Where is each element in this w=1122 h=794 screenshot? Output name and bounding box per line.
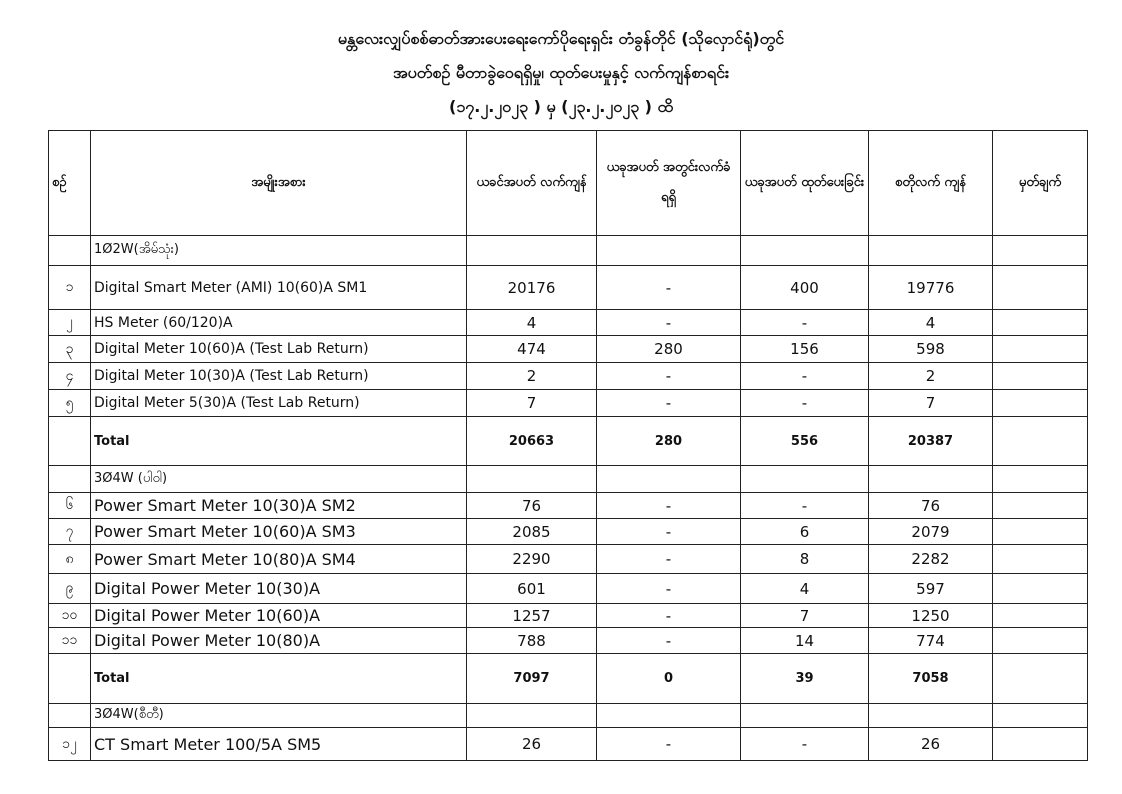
row-prev: 2290 <box>467 545 597 574</box>
row-remark <box>993 628 1088 654</box>
row-desc: Power Smart Meter 10(30)A SM2 <box>91 493 467 519</box>
row-issued: - <box>741 310 869 336</box>
table-row <box>49 336 1088 363</box>
table-row <box>49 574 1088 604</box>
row-issued: - <box>741 390 869 417</box>
meter-stock-table <box>48 130 1088 761</box>
header-received: ယခုအပတ် အတွင်းလက်ခံ ရရှိ <box>597 131 741 236</box>
row-balance: 2 <box>869 363 993 390</box>
row-remark <box>993 728 1088 761</box>
section-label: 3Ø4W (ပါဝါ) <box>91 466 467 493</box>
row-issued: 4 <box>741 574 869 604</box>
row-prev: 26 <box>467 728 597 761</box>
table-row <box>49 728 1088 761</box>
section-row <box>49 704 1088 728</box>
row-received: - <box>597 266 741 310</box>
row-no: ၁၂ <box>49 728 91 761</box>
total-row <box>49 654 1088 704</box>
row-no: ၅ <box>49 390 91 417</box>
row-no: ၂ <box>49 310 91 336</box>
row-issued: 6 <box>741 519 869 545</box>
row-no: ၉ <box>49 574 91 604</box>
row-received: - <box>597 545 741 574</box>
row-received: - <box>597 390 741 417</box>
table-row <box>49 545 1088 574</box>
row-remark <box>993 574 1088 604</box>
row-issued: 7 <box>741 604 869 628</box>
row-remark <box>993 390 1088 417</box>
row-no: ၁၁ <box>49 628 91 654</box>
total-prev: 20663 <box>467 417 597 466</box>
row-desc: Digital Meter 5(30)A (Test Lab Return) <box>91 390 467 417</box>
row-received: 280 <box>597 336 741 363</box>
table-row <box>49 390 1088 417</box>
row-no: ၁ <box>49 266 91 310</box>
row-received: - <box>597 310 741 336</box>
row-prev: 788 <box>467 628 597 654</box>
total-balance: 7058 <box>869 654 993 704</box>
row-received: - <box>597 493 741 519</box>
total-received: 280 <box>597 417 741 466</box>
row-balance: 26 <box>869 728 993 761</box>
table-row <box>49 604 1088 628</box>
total-issued: 556 <box>741 417 869 466</box>
row-received: - <box>597 519 741 545</box>
table-row <box>49 310 1088 336</box>
header-type: အမျိုးအစား <box>91 131 467 236</box>
total-label: Total <box>91 417 467 466</box>
row-remark <box>993 336 1088 363</box>
row-remark <box>993 493 1088 519</box>
table-row <box>49 266 1088 310</box>
row-prev: 76 <box>467 493 597 519</box>
row-prev: 601 <box>467 574 597 604</box>
row-prev: 20176 <box>467 266 597 310</box>
header-previous-balance: ယခင်အပတ် လက်ကျန် <box>467 131 597 236</box>
total-received: 0 <box>597 654 741 704</box>
row-balance: 19776 <box>869 266 993 310</box>
total-label: Total <box>91 654 467 704</box>
total-issued: 39 <box>741 654 869 704</box>
section-row <box>49 236 1088 266</box>
title-line-3: (၁၇.၂.၂၀၂၃ ) မှ (၂၃.၂.၂၀၂၃ ) ထိ <box>448 97 674 116</box>
header-store-balance: စတိုလက် ကျန် <box>869 131 993 236</box>
row-remark <box>993 310 1088 336</box>
row-issued: - <box>741 728 869 761</box>
row-desc: Digital Meter 10(60)A (Test Lab Return) <box>91 336 467 363</box>
row-prev: 4 <box>467 310 597 336</box>
table-row <box>49 628 1088 654</box>
row-remark <box>993 266 1088 310</box>
row-issued: 156 <box>741 336 869 363</box>
row-balance: 76 <box>869 493 993 519</box>
row-received: - <box>597 728 741 761</box>
row-remark <box>993 363 1088 390</box>
header-issued: ယခုအပတ် ထုတ်ပေးခြင်း <box>741 131 869 236</box>
header-remark: မှတ်ချက် <box>993 131 1088 236</box>
row-remark <box>993 545 1088 574</box>
row-no: ၈ <box>49 545 91 574</box>
total-balance: 20387 <box>869 417 993 466</box>
row-issued: 14 <box>741 628 869 654</box>
row-desc: HS Meter (60/120)A <box>91 310 467 336</box>
table-row <box>49 363 1088 390</box>
row-prev: 7 <box>467 390 597 417</box>
row-remark <box>993 519 1088 545</box>
row-balance: 2282 <box>869 545 993 574</box>
row-balance: 597 <box>869 574 993 604</box>
row-remark <box>993 604 1088 628</box>
row-balance: 7 <box>869 390 993 417</box>
row-prev: 2 <box>467 363 597 390</box>
row-balance: 2079 <box>869 519 993 545</box>
row-issued: 8 <box>741 545 869 574</box>
section-label: 3Ø4W(စီတီ) <box>91 704 467 728</box>
row-prev: 474 <box>467 336 597 363</box>
row-desc: Digital Power Meter 10(80)A <box>91 628 467 654</box>
row-no: ၆ <box>49 493 91 519</box>
row-received: - <box>597 363 741 390</box>
row-desc: Power Smart Meter 10(80)A SM4 <box>91 545 467 574</box>
row-issued: 400 <box>741 266 869 310</box>
row-issued: - <box>741 493 869 519</box>
row-received: - <box>597 574 741 604</box>
row-desc: Digital Smart Meter (AMI) 10(60)A SM1 <box>91 266 467 310</box>
header-row <box>49 131 1088 236</box>
total-row <box>49 417 1088 466</box>
row-no: ၃ <box>49 336 91 363</box>
row-desc: CT Smart Meter 100/5A SM5 <box>91 728 467 761</box>
row-received: - <box>597 604 741 628</box>
header-no: စဉ် <box>49 131 91 236</box>
document-title-block <box>0 22 1122 124</box>
total-prev: 7097 <box>467 654 597 704</box>
row-issued: - <box>741 363 869 390</box>
row-desc: Digital Power Meter 10(30)A <box>91 574 467 604</box>
row-no: ၄ <box>49 363 91 390</box>
table-row <box>49 493 1088 519</box>
row-balance: 1250 <box>869 604 993 628</box>
title-line-1: မန္တလေးလျှပ်စစ်ဓာတ်အားပေးရေးကော်ပိုရေးရှင်း တံခွန်တိုင် (သိုလှောင်ရုံ)တွင် <box>337 29 785 48</box>
row-no: ၁၀ <box>49 604 91 628</box>
table-row <box>49 519 1088 545</box>
row-balance: 4 <box>869 310 993 336</box>
row-balance: 598 <box>869 336 993 363</box>
section-label: 1Ø2W(အိမ်သုံး) <box>91 236 467 266</box>
row-balance: 774 <box>869 628 993 654</box>
row-desc: Digital Meter 10(30)A (Test Lab Return) <box>91 363 467 390</box>
title-line-2: အပတ်စဉ် မီတာခွဲဝေရရှိမှု၊ ထုတ်ပေးမှုနှင့် လက်ကျန်စာရင်း <box>392 63 730 82</box>
row-prev: 2085 <box>467 519 597 545</box>
row-received: - <box>597 628 741 654</box>
row-desc: Power Smart Meter 10(60)A SM3 <box>91 519 467 545</box>
row-no: ၇ <box>49 519 91 545</box>
section-row <box>49 466 1088 493</box>
row-prev: 1257 <box>467 604 597 628</box>
row-desc: Digital Power Meter 10(60)A <box>91 604 467 628</box>
